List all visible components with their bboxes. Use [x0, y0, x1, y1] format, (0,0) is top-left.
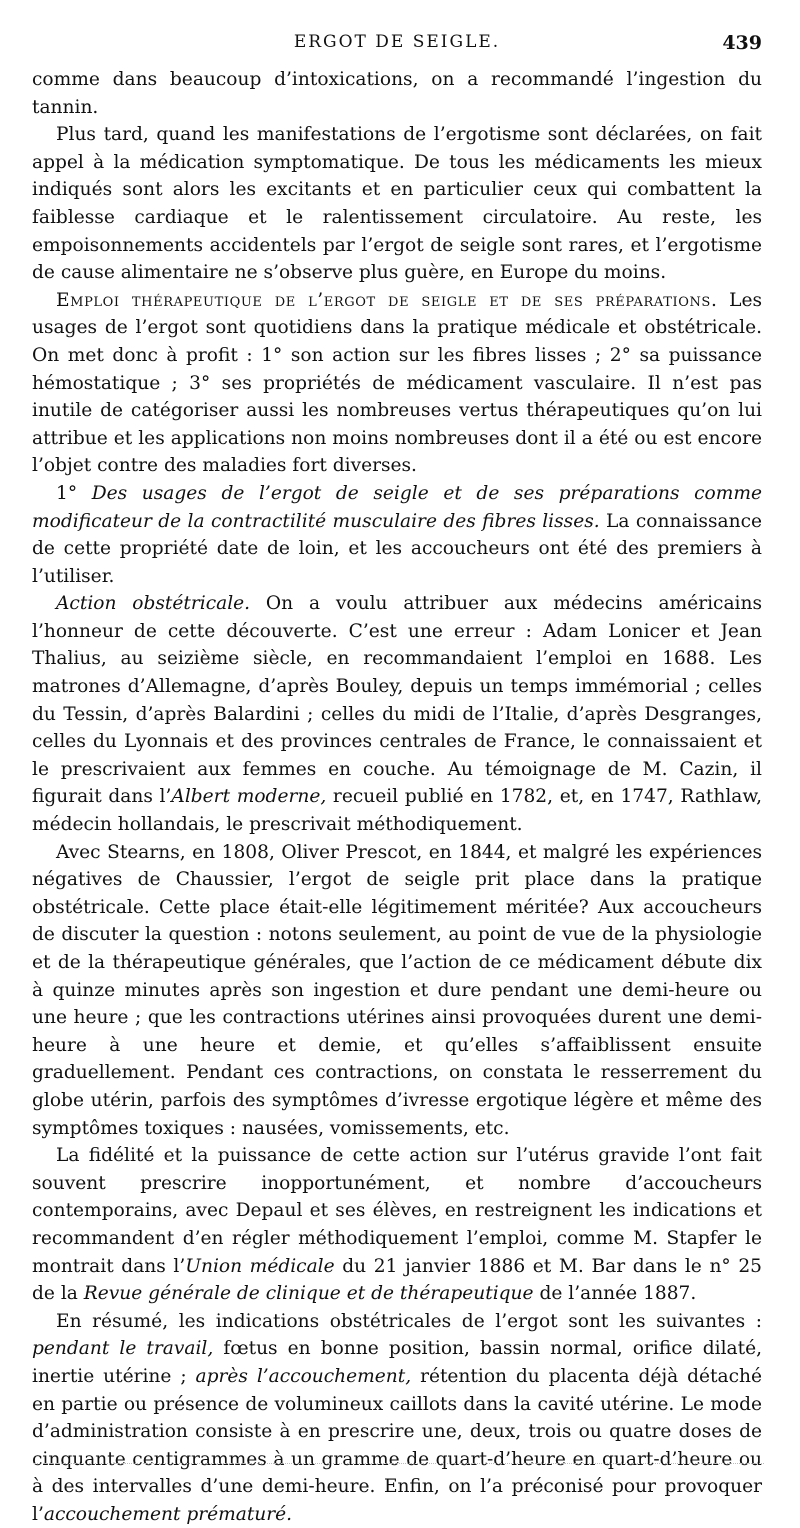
- text-run: rétention du placenta déjà détaché en partie ou présence de volumineux caillots dans la cavité utérine. Le mode d’administration consiste à en prescrire une, deux, trois ou quatre doses de cinquante centigrammes à un gramme de quart-d’heure en quart-d’heure ou à des intervalles d’une demi-heure. Enfin, on l’a préconisé pour provoquer l’: [32, 1365, 762, 1525]
- italic-text: après l’accouchement,: [195, 1365, 412, 1387]
- body-text: [32, 66, 762, 1528]
- paragraph: [32, 839, 762, 1143]
- text-run: Avec Stearns, en 1808, Oliver Prescot, en 1844, et malgré les expériences négatives de Chaussier, l’ergot de seigle prit place dans la pratique obstétricale. Cette place était-elle légitimement méritée? Aux accoucheurs de discuter la question : notons seulement, au point de vue de la physiologie et de la thérapeutique générales, que l’action de ce médicament débute dix à quinze minutes après son ingestion et dure pendant une demi-heure ou une heure ; que les contractions utérines ainsi provoquées durent une demi-heure à une heure et demie, et qu’elles s’affaiblissent ensuite graduellement. Pendant ces contractions, on constata le resserrement du globe utérin, parfois des symptômes d’ivresse ergotique légère et même des symptômes toxiques : nausées, vomissements, etc.: [32, 841, 762, 1139]
- paragraph: [32, 1308, 762, 1528]
- paragraph: [32, 121, 762, 287]
- italic-text: pendant le travail,: [32, 1338, 214, 1360]
- italic-text: Revue générale de clinique et de thérapeutique: [83, 1283, 534, 1305]
- text-run: fœtus en bonne position, bassin normal, orifice dilaté, inertie utérine ;: [32, 1338, 762, 1387]
- text-run: 1°: [56, 482, 92, 504]
- italic-text: Des usages de l’ergot de seigle et de ses préparations comme modificateur de la contractilité musculaire des fibres lisses.: [32, 482, 762, 532]
- running-title: ERGOT DE SEIGLE.: [293, 32, 501, 52]
- italic-text: Action obstétricale.: [56, 593, 251, 615]
- paragraph: [32, 590, 762, 838]
- text-run: du 21 janvier 1886 et M. Bar dans le n° 25 de la: [32, 1255, 762, 1305]
- text-run: En résumé, les indications obstétricales de l’ergot sont les suivantes :: [56, 1310, 762, 1332]
- italic-text: Albert moderne,: [171, 786, 327, 808]
- text-run: Plus tard, quand les manifestations de l’ergotisme sont déclarées, on fait appel à la médication symptomatique. De tous les médicaments les mieux indiqués sont alors les excitants et en particulier ceux qui combattent la faiblesse cardiaque et le ralentissement circulatoire. Au reste, les empoisonnements accidentels par l’ergot de seigle sont rares, et l’ergotisme de cause alimentaire ne s’observe plus guère, en Europe du moins.: [32, 124, 762, 284]
- paragraph: [32, 1142, 762, 1308]
- text-run: Les usages de l’ergot sont quotidiens dans la pratique médicale et obstétricale. On met donc à profit : 1° son action sur les fibres lisses ; 2° sa puissance hémostatique ; 3° ses propriétés de médicament vasculaire. Il n’est pas inutile de catégoriser aussi les nombreuses vertus thérapeutiques qu’on lui attribue et les applications non moins nombreuses dont il a été ou est encore l’objet contre des maladies fort diverses.: [32, 289, 762, 477]
- paragraph: [32, 287, 762, 480]
- page-header: [32, 32, 762, 56]
- paragraph: [32, 66, 762, 121]
- text-run: de l’année 1887.: [533, 1283, 697, 1305]
- section-heading: Emploi thérapeutique de l’ergot de seigle et de ses préparations.: [56, 289, 718, 311]
- italic-text: accouchement prématuré.: [43, 1503, 293, 1525]
- text-run: La fidélité et la puissance de cette action sur l’utérus gravide l’ont fait souvent prescrire inopportunément, et nombre d’accoucheurs contemporains, avec Depaul et ses élèves, en restreignent les indications et recommandent d’en régler méthodiquement l’emploi, comme M. Stapfer le montrait dans l’: [32, 1145, 762, 1277]
- paragraph: [32, 480, 762, 590]
- italic-text: Union médicale: [185, 1255, 335, 1277]
- text-run: comme dans beaucoup d’intoxications, on a recommandé l’ingestion du tannin.: [32, 69, 762, 118]
- text-run: On a voulu attribuer aux médecins américains l’honneur de cette découverte. C’est une erreur : Adam Lonicer et Jean Thalius, au seizième siècle, en recommandaient l’emploi en 1688. Les matrones d’Allemagne, d’après Bouley, depuis un temps immémorial ; celles du Tessin, d’après Balardini ; celles du midi de l’Italie, d’après Desgranges, celles du Lyonnais et des provinces centrales de France, le connaissaient et le prescrivaient aux femmes en couche. Au témoignage de M. Cazin, il figurait dans l’: [32, 593, 762, 808]
- text-run: recueil publié en 1782, et, en 1747, Rathlaw, médecin hollandais, le prescrivait méthodiquement.: [32, 786, 762, 836]
- page-number: 439: [722, 32, 762, 54]
- footer-dotted-rule: [34, 1463, 764, 1464]
- text-run: La connaissance de cette propriété date de loin, et les accoucheurs ont été des premiers à l’utiliser.: [32, 510, 762, 587]
